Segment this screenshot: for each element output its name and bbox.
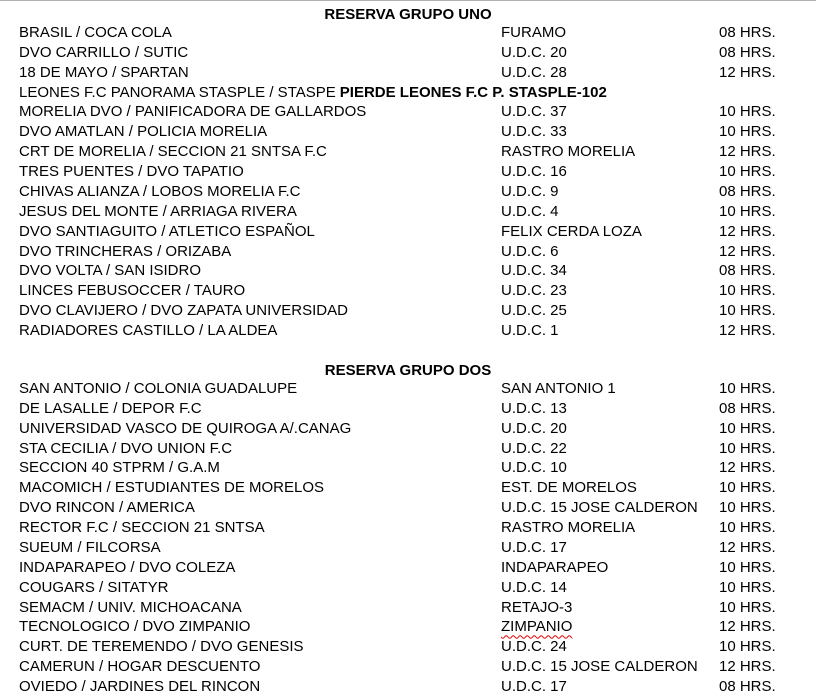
schedule-row [0,518,816,538]
schedule-row [0,399,816,419]
time-text: 10 HRS. [719,519,776,537]
time-text: 10 HRS. [719,638,776,656]
time-text: 12 HRS. [719,222,776,240]
schedule-row [0,498,816,518]
time-text: 08 HRS. [719,182,776,200]
match-note: PIERDE LEONES F.C P. STASPLE-102 [339,83,607,101]
time-text: 10 HRS. [719,598,776,616]
match-text: SECCION 40 STPRM / G.A.M [19,459,220,477]
time-text: 12 HRS. [719,143,776,161]
match-text: COUGARS / SITATYR [19,578,169,596]
match-text: DVO VOLTA / SAN ISIDRO [19,262,201,280]
time-text: 10 HRS. [719,419,776,437]
match-text: 18 DE MAYO / SPARTAN [19,63,189,81]
match-text: TRES PUENTES / DVO TAPATIO [19,163,244,181]
schedule-row [0,458,816,478]
venue-text: EST. DE MORELOS [501,479,637,497]
match-text: RECTOR F.C / SECCION 21 SNTSA [19,519,265,537]
schedule-row [0,182,816,202]
schedule-row [0,558,816,578]
schedule-row [0,637,816,657]
venue-text: U.D.C. 10 [501,459,567,477]
match-text: RADIADORES CASTILLO / LA ALDEA [19,322,278,340]
match-text: UNIVERSIDAD VASCO DE QUIROGA A/.CANAG [19,419,352,437]
schedule-row [0,102,816,122]
venue-text: U.D.C. 20 [501,419,567,437]
schedule-row [0,162,816,182]
venue-text: INDAPARAPEO [501,558,609,576]
schedule-row [0,419,816,439]
schedule-row [0,301,816,321]
venue-text: U.D.C. 24 [501,638,567,656]
match-text: CAMERUN / HOGAR DESCUENTO [19,658,261,676]
match-text: MACOMICH / ESTUDIANTES DE MORELOS [19,479,325,497]
schedule-row [0,202,816,222]
schedule-row [0,617,816,637]
schedule-row [0,578,816,598]
venue-text: SAN ANTONIO 1 [501,380,616,397]
schedule-row [0,242,816,262]
schedule-row [0,598,816,618]
schedule-row [0,439,816,459]
match-text: CHIVAS ALIANZA / LOBOS MORELIA F.C [19,182,301,200]
match-text: DVO SANTIAGUITO / ATLETICO ESPAÑOL [19,222,315,240]
venue-text: RETAJO-3 [501,598,573,616]
time-text: 10 HRS. [719,558,776,576]
match-text: SAN ANTONIO / COLONIA GUADALUPE [19,380,298,397]
match-text: TECNOLOGICO / DVO ZIMPANIO [19,618,251,636]
time-text: 12 HRS. [719,63,776,81]
schedule-row [0,281,816,301]
venue-text: FURAMO [501,24,566,41]
venue-text: U.D.C. 22 [501,439,567,457]
section-title: RESERVA GRUPO UNO [324,6,492,23]
time-text: 12 HRS. [719,322,776,340]
venue-text: U.D.C. 4 [501,202,559,220]
time-text: 08 HRS. [719,262,776,280]
venue-text: U.D.C. 28 [501,63,567,81]
time-text: 12 HRS. [719,658,776,676]
venue-text: U.D.C. 23 [501,282,567,300]
schedule-row [0,261,816,281]
venue-text: U.D.C. 9 [501,182,559,200]
match-text: CRT DE MORELIA / SECCION 21 SNTSA F.C [19,143,327,161]
venue-text: U.D.C. 15 JOSE CALDERON [501,658,698,676]
match-text: DVO CLAVIJERO / DVO ZAPATA UNIVERSIDAD [19,302,348,320]
match-text: MORELIA DVO / PANIFICADORA DE GALLARDOS [19,103,367,121]
schedule-row [0,222,816,242]
schedule-row [0,23,816,43]
match-text: LEONES F.C PANORAMA STASPLE / STASPE [19,83,336,101]
schedule-row [0,83,816,103]
venue-text: U.D.C. 15 JOSE CALDERON [501,499,698,517]
venue-text: U.D.C. 33 [501,123,567,141]
match-text: JESUS DEL MONTE / ARRIAGA RIVERA [19,202,297,220]
match-text: CURT. DE TEREMENDO / DVO GENESIS [19,638,304,656]
match-text: DVO RINCON / AMERICA [19,499,195,517]
match-text: SUEUM / FILCORSA [19,538,161,556]
time-text: 10 HRS. [719,103,776,121]
schedule-row [0,478,816,498]
time-text: 10 HRS. [719,123,776,141]
venue-text: U.D.C. 34 [501,262,567,280]
time-text: 08 HRS. [719,399,776,417]
venue-text: U.D.C. 20 [501,43,567,61]
time-text: 08 HRS. [719,43,776,61]
venue-text: ZIMPANIO [501,618,573,636]
schedule-row [0,677,816,697]
schedule-row [0,379,816,399]
time-text: 10 HRS. [719,163,776,181]
venue-text: RASTRO MORELIA [501,143,636,161]
venue-text: U.D.C. 14 [501,578,567,596]
time-text: 10 HRS. [719,578,776,596]
time-text: 12 HRS. [719,459,776,477]
schedule-row [0,43,816,63]
venue-text: U.D.C. 6 [501,242,559,260]
venue-text: U.D.C. 1 [501,322,559,340]
match-text: STA CECILIA / DVO UNION F.C [19,439,233,457]
venue-text: U.D.C. 37 [501,103,567,121]
section-title: RESERVA GRUPO DOS [324,362,492,379]
match-text: INDAPARAPEO / DVO COLEZA [19,558,236,576]
match-text: DE LASALLE / DEPOR F.C [19,399,202,417]
match-text: OVIEDO / JARDINES DEL RINCON [19,678,261,696]
time-text: 10 HRS. [719,302,776,320]
time-text: 10 HRS. [719,202,776,220]
match-text: DVO CARRILLO / SUTIC [19,43,189,61]
schedule-row [0,142,816,162]
time-text: 10 HRS. [719,282,776,300]
match-text: LINCES FEBUSOCCER / TAURO [19,282,246,300]
time-text: 12 HRS. [719,242,776,260]
time-text: 10 HRS. [719,499,776,517]
time-text: 12 HRS. [719,618,776,636]
match-text: BRASIL / COCA COLA [19,24,172,41]
schedule-row [0,657,816,677]
schedule-row [0,122,816,142]
time-text: 08 HRS. [719,24,776,41]
venue-text: U.D.C. 17 [501,538,567,556]
venue-text: U.D.C. 25 [501,302,567,320]
time-text: 12 HRS. [719,538,776,556]
venue-text: RASTRO MORELIA [501,519,636,537]
time-text: 10 HRS. [719,479,776,497]
schedule-row [0,538,816,558]
time-text: 08 HRS. [719,678,776,696]
schedule-row [0,63,816,83]
venue-text: FELIX CERDA LOZA [501,222,642,240]
time-text: 10 HRS. [719,380,776,397]
match-text: SEMACM / UNIV. MICHOACANA [19,598,242,616]
time-text: 10 HRS. [719,439,776,457]
venue-text: U.D.C. 13 [501,399,567,417]
schedule-row [0,321,816,341]
match-text: DVO TRINCHERAS / ORIZABA [19,242,232,260]
match-text: DVO AMATLAN / POLICIA MORELIA [19,123,268,141]
venue-text: U.D.C. 16 [501,163,567,181]
venue-text: U.D.C. 17 [501,678,567,696]
